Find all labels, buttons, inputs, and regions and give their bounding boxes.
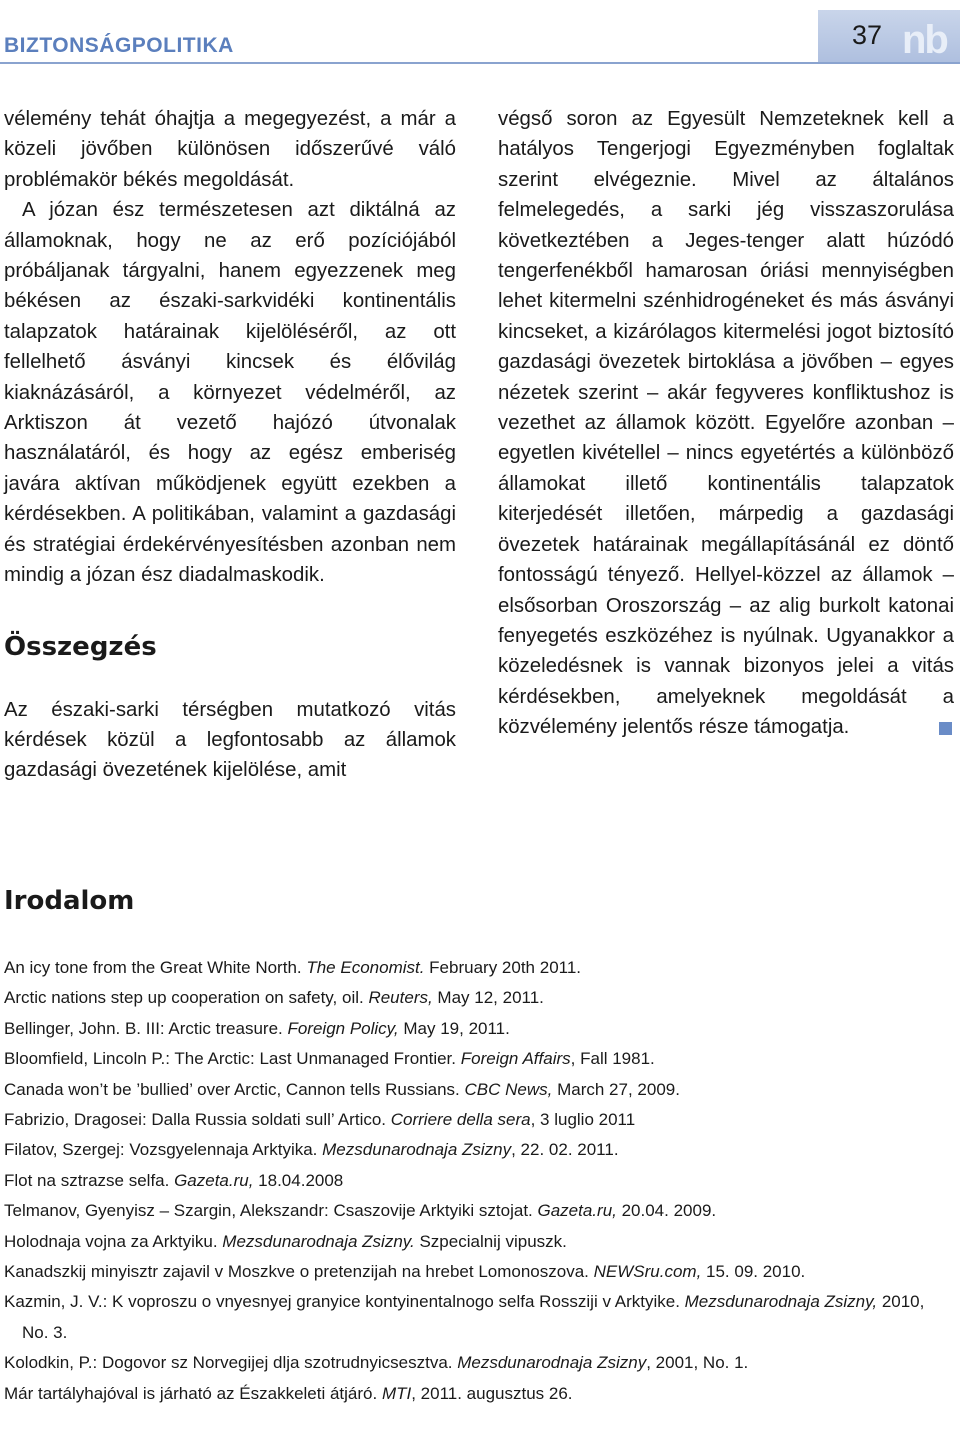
reference-source: Mezsdunarodnaja Zsizny (322, 1140, 512, 1160)
reference-date: February 20th 2011. (424, 958, 582, 977)
reference-source: Foreign Affairs (460, 1049, 571, 1069)
header-divider (0, 62, 960, 64)
body-paragraph: A józan ész természetesen azt diktálná az államoknak, hogy ne az erő pozíciójából próbáljanak tárgyalni, hanem egyezzenek meg békésen az északi-sarkvidéki kontinentális talapzatok határainak kijelöléséről, az ott fellelhető ásványi kincsek és élővilág kiaknázásáról, a környezet védelméről, az Arktiszon át vezető hajózó útvonalak használatáról, és hogy az egész emberiség javára aktívan működjenek együtt ezekben a kérdésekben. A politikában, valamint a gazdasági és stratégiai érdekérvényesítésben azonban nem mindig a józan ész diadalmaskodik. (4, 199, 456, 587)
references-heading: Irodalom (4, 886, 135, 916)
reference-text: Holodnaja vojna za Arktyiku. (4, 1231, 223, 1251)
reference-item (4, 1257, 954, 1287)
reference-date: 2010, No. 3. (22, 1292, 925, 1342)
reference-date: 15. 09. 2010. (701, 1262, 806, 1282)
reference-item (4, 953, 954, 983)
page-number: 37 (851, 20, 883, 50)
left-column (4, 104, 456, 786)
reference-text: Arctic nations step up cooperation on safety, oil. (4, 988, 369, 1008)
reference-text: Flot na sztrazse selfa. (4, 1170, 175, 1190)
reference-text: Már tartályhajóval is járható az Északkeleti átjáró. (4, 1383, 382, 1403)
reference-item (4, 1044, 954, 1074)
reference-item (4, 1348, 954, 1378)
body-paragraph-text: végső soron az Egyesült Nemzeteknek kell a hatályos Tengerjogi Egyezményben foglaltak szerint elvégeznie. Mivel az általános felmelegedés, a sarki jég visszaszorulása következtében a Jeges-tenger alatt húzódó tengerfenékből hamarosan óriási mennyiségben lehet kitermelni szénhidrogéneket és más ásványi kincseket, a kizárólagos kitermelési jogot biztosító gazdasági övezetek birtoklása a jövőben – egyes nézetek szerint – akár fegyveres konfliktushoz is vezethet az államok között. Egyelőre azonban – egyetlen kivétellel – nincs egyetértés a különböző államokat illető kontinentális talapzatok kiterjedését illetően, márpedig a gazdasági övezetek határainak megállapításánál ez döntő fontosságú tényező. Hellyel-közzel az államok – elsősorban Oroszország – az alig burkolt katonai fenyegetés eszközéhez is nyúlnak. Ugyanakkor a közeledésnek is vannak bizonyos jelei a vitás kérdésekben, amelyeknek megoldását a közvélemény jelentős része támogatja. (498, 108, 954, 739)
reference-text: An icy tone from the Great White North. (4, 958, 307, 977)
reference-item (4, 1166, 954, 1196)
reference-date: Szpecialnij vipuszk. (414, 1231, 567, 1251)
journal-logo: nb (902, 18, 947, 62)
reference-date: 20.04. 2009. (616, 1201, 717, 1221)
body-paragraph: vélemény tehát óhajtja a megegyezést, a már a közeli jövőben különösen időszerűvé váló problémakör békés megoldását. (4, 108, 456, 191)
reference-text: Kanadszkij minyisztr zajavil v Moszkve o pretenzijah na hrebet Lomonoszova. (4, 1262, 594, 1282)
reference-text: Kazmin, J. V.: K voproszu o vnyesnyej granyice kontyinentalnogo selfa Rossziji v Arktyike. (4, 1292, 685, 1312)
reference-date: , 2011. augusztus 26. (411, 1383, 573, 1403)
reference-source: Mezsdunarodnaja Zsizny (457, 1353, 647, 1373)
reference-source: Foreign Policy, (287, 1018, 399, 1038)
reference-date: , Fall 1981. (570, 1049, 655, 1069)
reference-item (4, 983, 954, 1013)
reference-item (4, 1075, 954, 1105)
reference-text: Kolodkin, P.: Dogovor sz Norvegijej dlja szotrudnyicsesztva. (4, 1353, 458, 1373)
reference-text: Bloomfield, Lincoln P.: The Arctic: Last Unmanaged Frontier. (4, 1049, 461, 1069)
article-end-mark (939, 722, 952, 735)
summary-heading: Összegzés (4, 631, 157, 662)
reference-item (4, 1196, 954, 1226)
reference-source: Reuters, (368, 988, 433, 1008)
reference-source: Gazeta.ru, (537, 1201, 617, 1221)
body-paragraph (498, 104, 954, 743)
reference-date: May 12, 2011. (432, 988, 544, 1008)
reference-text: Canada won’t be ’bullied’ over Arctic, Cannon tells Russians. (4, 1079, 465, 1099)
reference-text: Filatov, Szergej: Vozsgyelennaja Arktyika. (4, 1140, 323, 1160)
right-column (498, 104, 954, 743)
reference-date: March 27, 2009. (552, 1079, 680, 1099)
reference-text: Bellinger, John. B. III: Arctic treasure. (4, 1018, 288, 1038)
references-list (4, 953, 954, 1409)
reference-text: Telmanov, Gyenyisz – Szargin, Alekszandr: Csaszovije Arktyiki sztojat. (4, 1201, 538, 1221)
reference-item (4, 1287, 954, 1348)
reference-source: Corriere della sera (390, 1110, 531, 1130)
reference-item (4, 1105, 954, 1135)
reference-source: The Economist. (306, 958, 425, 977)
reference-source: NEWSru.com, (593, 1262, 702, 1282)
reference-item (4, 1135, 954, 1165)
reference-source: Gazeta.ru, (174, 1170, 254, 1190)
reference-item (4, 1014, 954, 1044)
reference-date: , 3 luglio 2011 (530, 1110, 636, 1130)
reference-source: MTI (381, 1383, 412, 1403)
reference-item (4, 1227, 954, 1257)
reference-date: May 19, 2011. (398, 1018, 510, 1038)
body-paragraph: Az északi-sarki térségben mutatkozó vitás kérdések közül a legfontosabb az államok gazdasági övezetének kijelölése, amit (4, 698, 456, 782)
page-header (0, 0, 960, 66)
reference-source: Mezsdunarodnaja Zsizny. (222, 1231, 415, 1251)
section-title: BIZTONSÁGPOLITIKA (4, 34, 234, 57)
reference-source: Mezsdunarodnaja Zsizny, (684, 1292, 878, 1312)
reference-date: , 2001, No. 1. (646, 1353, 749, 1373)
page-number-box (818, 10, 960, 63)
reference-text: Fabrizio, Dragosei: Dalla Russia soldati sull’ Artico. (4, 1110, 391, 1130)
reference-date: , 22. 02. 2011. (511, 1140, 619, 1160)
reference-item (4, 1379, 954, 1409)
reference-source: CBC News, (464, 1079, 553, 1099)
reference-date: 18.04.2008 (253, 1170, 344, 1190)
